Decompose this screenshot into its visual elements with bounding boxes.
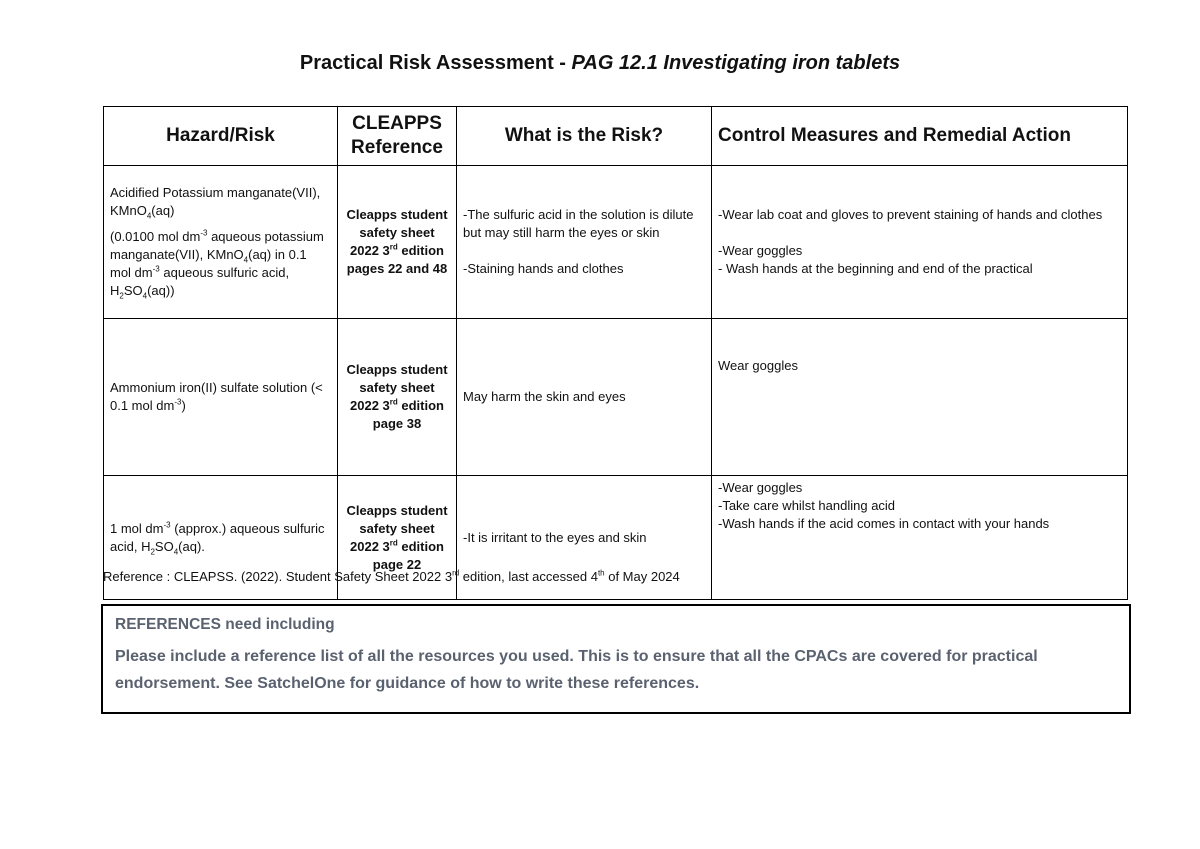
- row1-hazard: [104, 166, 338, 319]
- reference-line: Reference : CLEAPSS. (2022). Student Safety Sheet 2022 3rd edition, last accessed 4th of May 2024: [103, 568, 680, 584]
- row3-risk: -It is irritant to the eyes and skin: [457, 476, 712, 600]
- row1-risk-2: -Staining hands and clothes: [463, 261, 624, 276]
- row1-hazard-name: Acidified Potassium manganate(VII), KMnO$_4$(aq): [110, 185, 321, 221]
- row3-control-2: -Take care whilst handling acid: [718, 498, 896, 513]
- risk-assessment-table: [103, 106, 1128, 600]
- row1-hazard-detail: (0.0100 mol $dm^{-3}$ aqueous potassium manganate(VII), KMnO$_4$(aq) in 0.1 mol $dm^{-3}$ aqueous sulfuric acid, $H_2SO_4(aq)$): [110, 228, 324, 301]
- row3-reference: Cleapps student safety sheet 2022 3rd edition page 22: [338, 476, 457, 600]
- row1-control-3: - Wash hands at the beginning and end of the practical: [718, 261, 1033, 276]
- row1-control: [712, 166, 1128, 319]
- row2-control: Wear goggles: [712, 319, 1128, 476]
- row2-hazard: Ammonium iron(II) sulfate solution (< 0.1 mol $dm^{-3}$): [104, 319, 338, 476]
- title-italic: PAG 12.1 Investigating iron tablets: [571, 52, 901, 74]
- page-title: [0, 52, 1200, 75]
- row3-hazard: 1 mol $dm^{-3}$ (approx.) aqueous sulfuric acid, $H_2SO_4(aq)$.: [104, 476, 338, 600]
- header-control: Control Measures and Remedial Action: [712, 107, 1128, 166]
- table-row: [104, 319, 1128, 476]
- row1-control-1: -Wear lab coat and gloves to prevent staining of hands and clothes: [718, 207, 1103, 222]
- header-hazard: Hazard/Risk: [104, 107, 338, 166]
- row3-control-1: -Wear goggles: [718, 480, 803, 495]
- header-cleapps: [338, 107, 457, 166]
- row1-risk-1: -The sulfuric acid in the solution is dilute but may still harm the eyes or skin: [463, 207, 694, 240]
- row2-reference: Cleapps student safety sheet 2022 3rd edition page 38: [338, 319, 457, 476]
- row1-reference: Cleapps student safety sheet 2022 3rd edition pages 22 and 48: [338, 166, 457, 319]
- header-risk: What is the Risk?: [457, 107, 712, 166]
- header-cleapps-line2: Reference: [351, 137, 443, 158]
- row2-risk: May harm the skin and eyes: [457, 319, 712, 476]
- row1-control-2: -Wear goggles: [718, 243, 803, 258]
- header-cleapps-line1: CLEAPPS: [352, 113, 442, 134]
- title-prefix: Practical Risk Assessment -: [299, 52, 572, 74]
- table-row: [104, 166, 1128, 319]
- references-heading: REFERENCES need including: [115, 616, 335, 633]
- row3-control: [712, 476, 1128, 600]
- references-box: [101, 604, 1131, 714]
- references-body: Please include a reference list of all the resources you used. This is to ensure that all the CPACs are covered for practical endorsement. See SatchelOne for guidance of how to write these references.: [115, 648, 1038, 692]
- table-header-row: [104, 107, 1128, 166]
- row3-control-3: -Wash hands if the acid comes in contact with your hands: [718, 516, 1050, 531]
- row1-risk: [457, 166, 712, 319]
